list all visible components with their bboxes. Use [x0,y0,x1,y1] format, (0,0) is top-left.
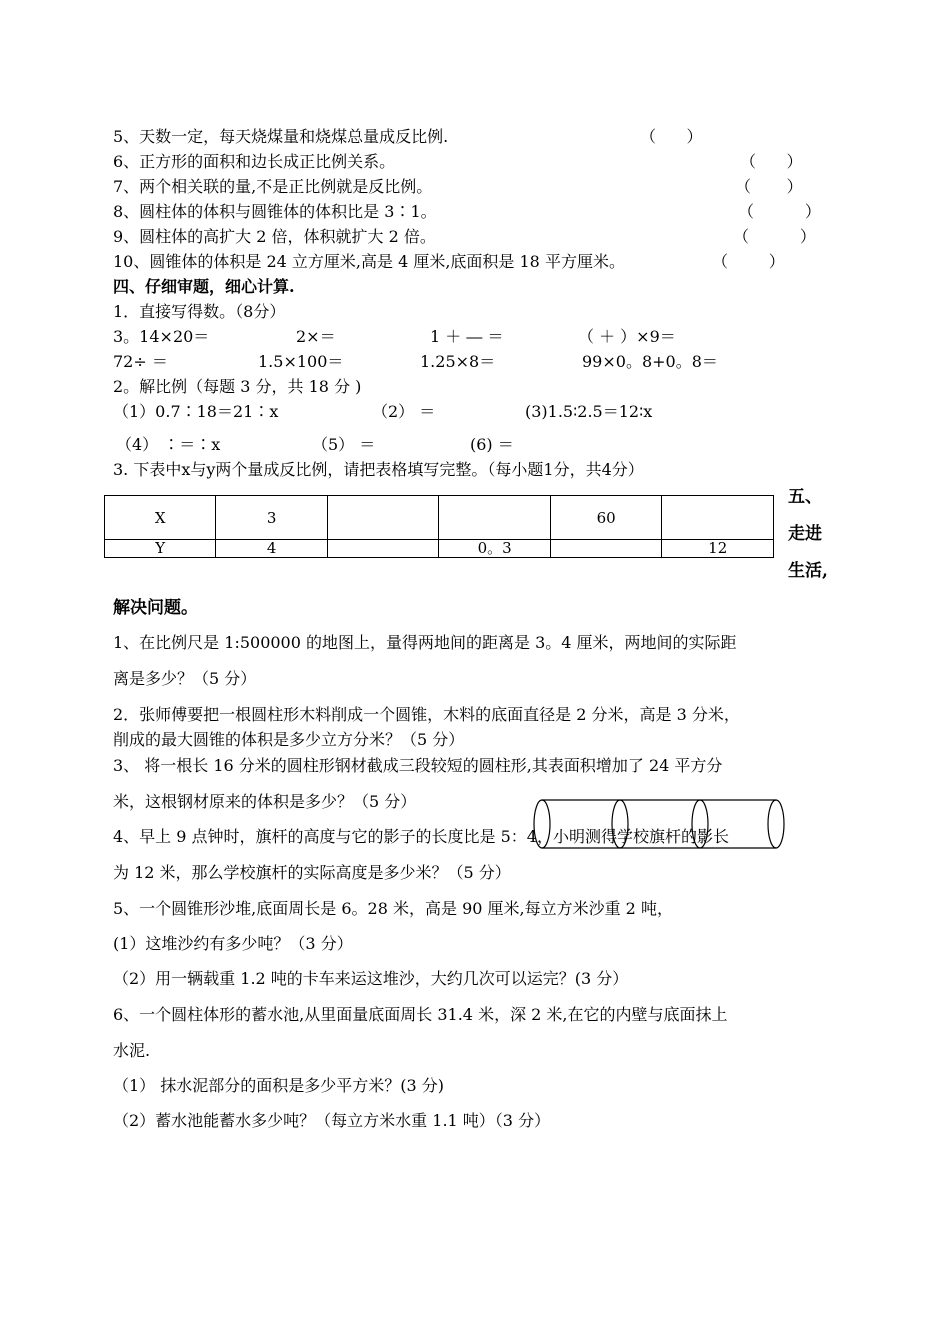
proportion-item: （4） ∶＝∶x [116,435,221,454]
calc-item: （ ＋ ）×9＝ [578,327,676,346]
table-cell: 3 [216,496,327,540]
word-problem-line: 2．张师傅要把一根圆柱形木料削成一个圆锥，木料的底面直径是 2 分米，高是 3 分米， [113,705,740,724]
answer-blank-8[interactable]: （ ） [738,202,821,221]
judge-item-8: 8、圆柱体的体积与圆锥体的体积比是 3∶1。 [113,202,437,221]
proportion-item: （2） ＝ [372,402,436,421]
word-problem-line: 削成的最大圆锥的体积是多少立方分米？（5 分） [113,730,465,749]
table-cell-blank[interactable] [327,496,438,540]
table-cell: 12 [662,540,774,558]
answer-blank-9[interactable]: （ ） [733,227,816,246]
word-problem-line: (1）这堆沙约有多少吨？（3 分） [113,934,353,953]
table-cell: 4 [216,540,327,558]
q1-title: 1．直接写得数。（8分） [113,302,286,321]
answer-blank-5[interactable]: （ ） [640,127,703,146]
calc-item: 99×0。8+0。8＝ [582,352,718,371]
calc-item: 1.5×100＝ [258,352,344,371]
q2-title: 2。解比例（每题 3 分，共 18 分 ) [113,377,362,396]
word-problem-line: 1、在比例尺是 1:500000 的地图上，量得两地间的距离是 3。4 厘米，两地间的实际距 [113,633,737,652]
table-cell-blank[interactable] [327,540,438,558]
table-cell: 0。3 [439,540,551,558]
word-problem-line: （2）用一辆载重 1.2 吨的卡车来运这堆沙，大约几次可以运完？(3 分） [113,969,629,988]
q3-title: 3. 下表中x与y两个量成反比例，请把表格填写完整。（每小题1分，共4分） [113,460,644,479]
proportion-item: (6) ＝ [470,435,514,454]
section-5-title-part: 五、 [788,487,822,507]
calc-item: 3。14×20＝ [113,327,210,346]
table-cell: 60 [550,496,662,540]
calc-item: 1 ＋ ― ＝ [430,327,504,346]
section-4-title: 四、仔细审题，细心计算. [113,277,295,296]
word-problem-line: （2）蓄水池能蓄水多少吨？（每立方米水重 1.1 吨）（3 分） [113,1111,551,1130]
table-cell: X [105,496,216,540]
word-problem-line: 离是多少？（5 分） [113,669,257,688]
table-cell-blank[interactable] [550,540,662,558]
answer-blank-6[interactable]: （ ） [740,152,803,171]
table-cell-blank[interactable] [662,496,774,540]
cylinder-illustration [532,796,788,852]
word-problem-line: 为 12 米，那么学校旗杆的实际高度是多少米？（5 分） [113,863,511,882]
table-row [105,540,774,558]
judge-item-10: 10、圆锥体的体积是 24 立方厘米,高是 4 厘米,底面积是 18 平方厘米。 [113,252,625,271]
proportion-item: （5） ＝ [312,435,376,454]
table-row [105,496,774,540]
calc-item: 1.25×8＝ [420,352,496,371]
word-problem-line: 水泥. [113,1041,151,1060]
word-problem-line: 5、一个圆锥形沙堆,底面周长是 6。28 米，高是 90 厘米,每立方米沙重 2 吨， [113,899,673,918]
table-cell-blank[interactable] [439,496,551,540]
answer-blank-7[interactable]: （ ） [735,177,803,196]
table-cell: Y [105,540,216,558]
word-problem-line: 4、早上 9 点钟时，旗杆的高度与它的影子的长度比是 5：4，小明测得学校旗杆的影长 [113,827,729,846]
proportion-item: (3)1.5∶2.5＝12∶x [525,402,653,421]
word-problem-line: 6、一个圆柱体形的蓄水池,从里面量底面周长 31.4 米，深 2 米,在它的内壁与底面抹上 [113,1005,728,1024]
proportion-item: （1）0.7∶18＝21∶x [113,402,279,421]
judge-item-9: 9、圆柱体的高扩大 2 倍，体积就扩大 2 倍。 [113,227,436,246]
calc-item: 72÷ ＝ [113,352,168,371]
inverse-proportion-table [104,495,774,558]
answer-blank-10[interactable]: （ ） [712,252,785,271]
judge-item-5: 5、天数一定，每天烧煤量和烧煤总量成反比例. [113,127,449,146]
word-problem-line: 3、 将一根长 16 分米的圆柱形钢材截成三段较短的圆柱形,其表面积增加了 24 平方分 [113,756,723,775]
judge-item-6: 6、正方形的面积和边长成正比例关系。 [113,152,396,171]
judge-item-7: 7、两个相关联的量,不是正比例就是反比例。 [113,177,433,196]
calc-item: 2×＝ [296,327,336,346]
section-5-title-part: 生活, [788,561,828,581]
section-5-title-rest: 解决问题。 [113,598,198,618]
word-problem-line: 米，这根钢材原来的体积是多少？（5 分） [113,792,417,811]
section-5-title-part: 走进 [788,524,822,544]
word-problem-line: （1） 抹水泥部分的面积是多少平方米？(3 分) [113,1076,445,1095]
